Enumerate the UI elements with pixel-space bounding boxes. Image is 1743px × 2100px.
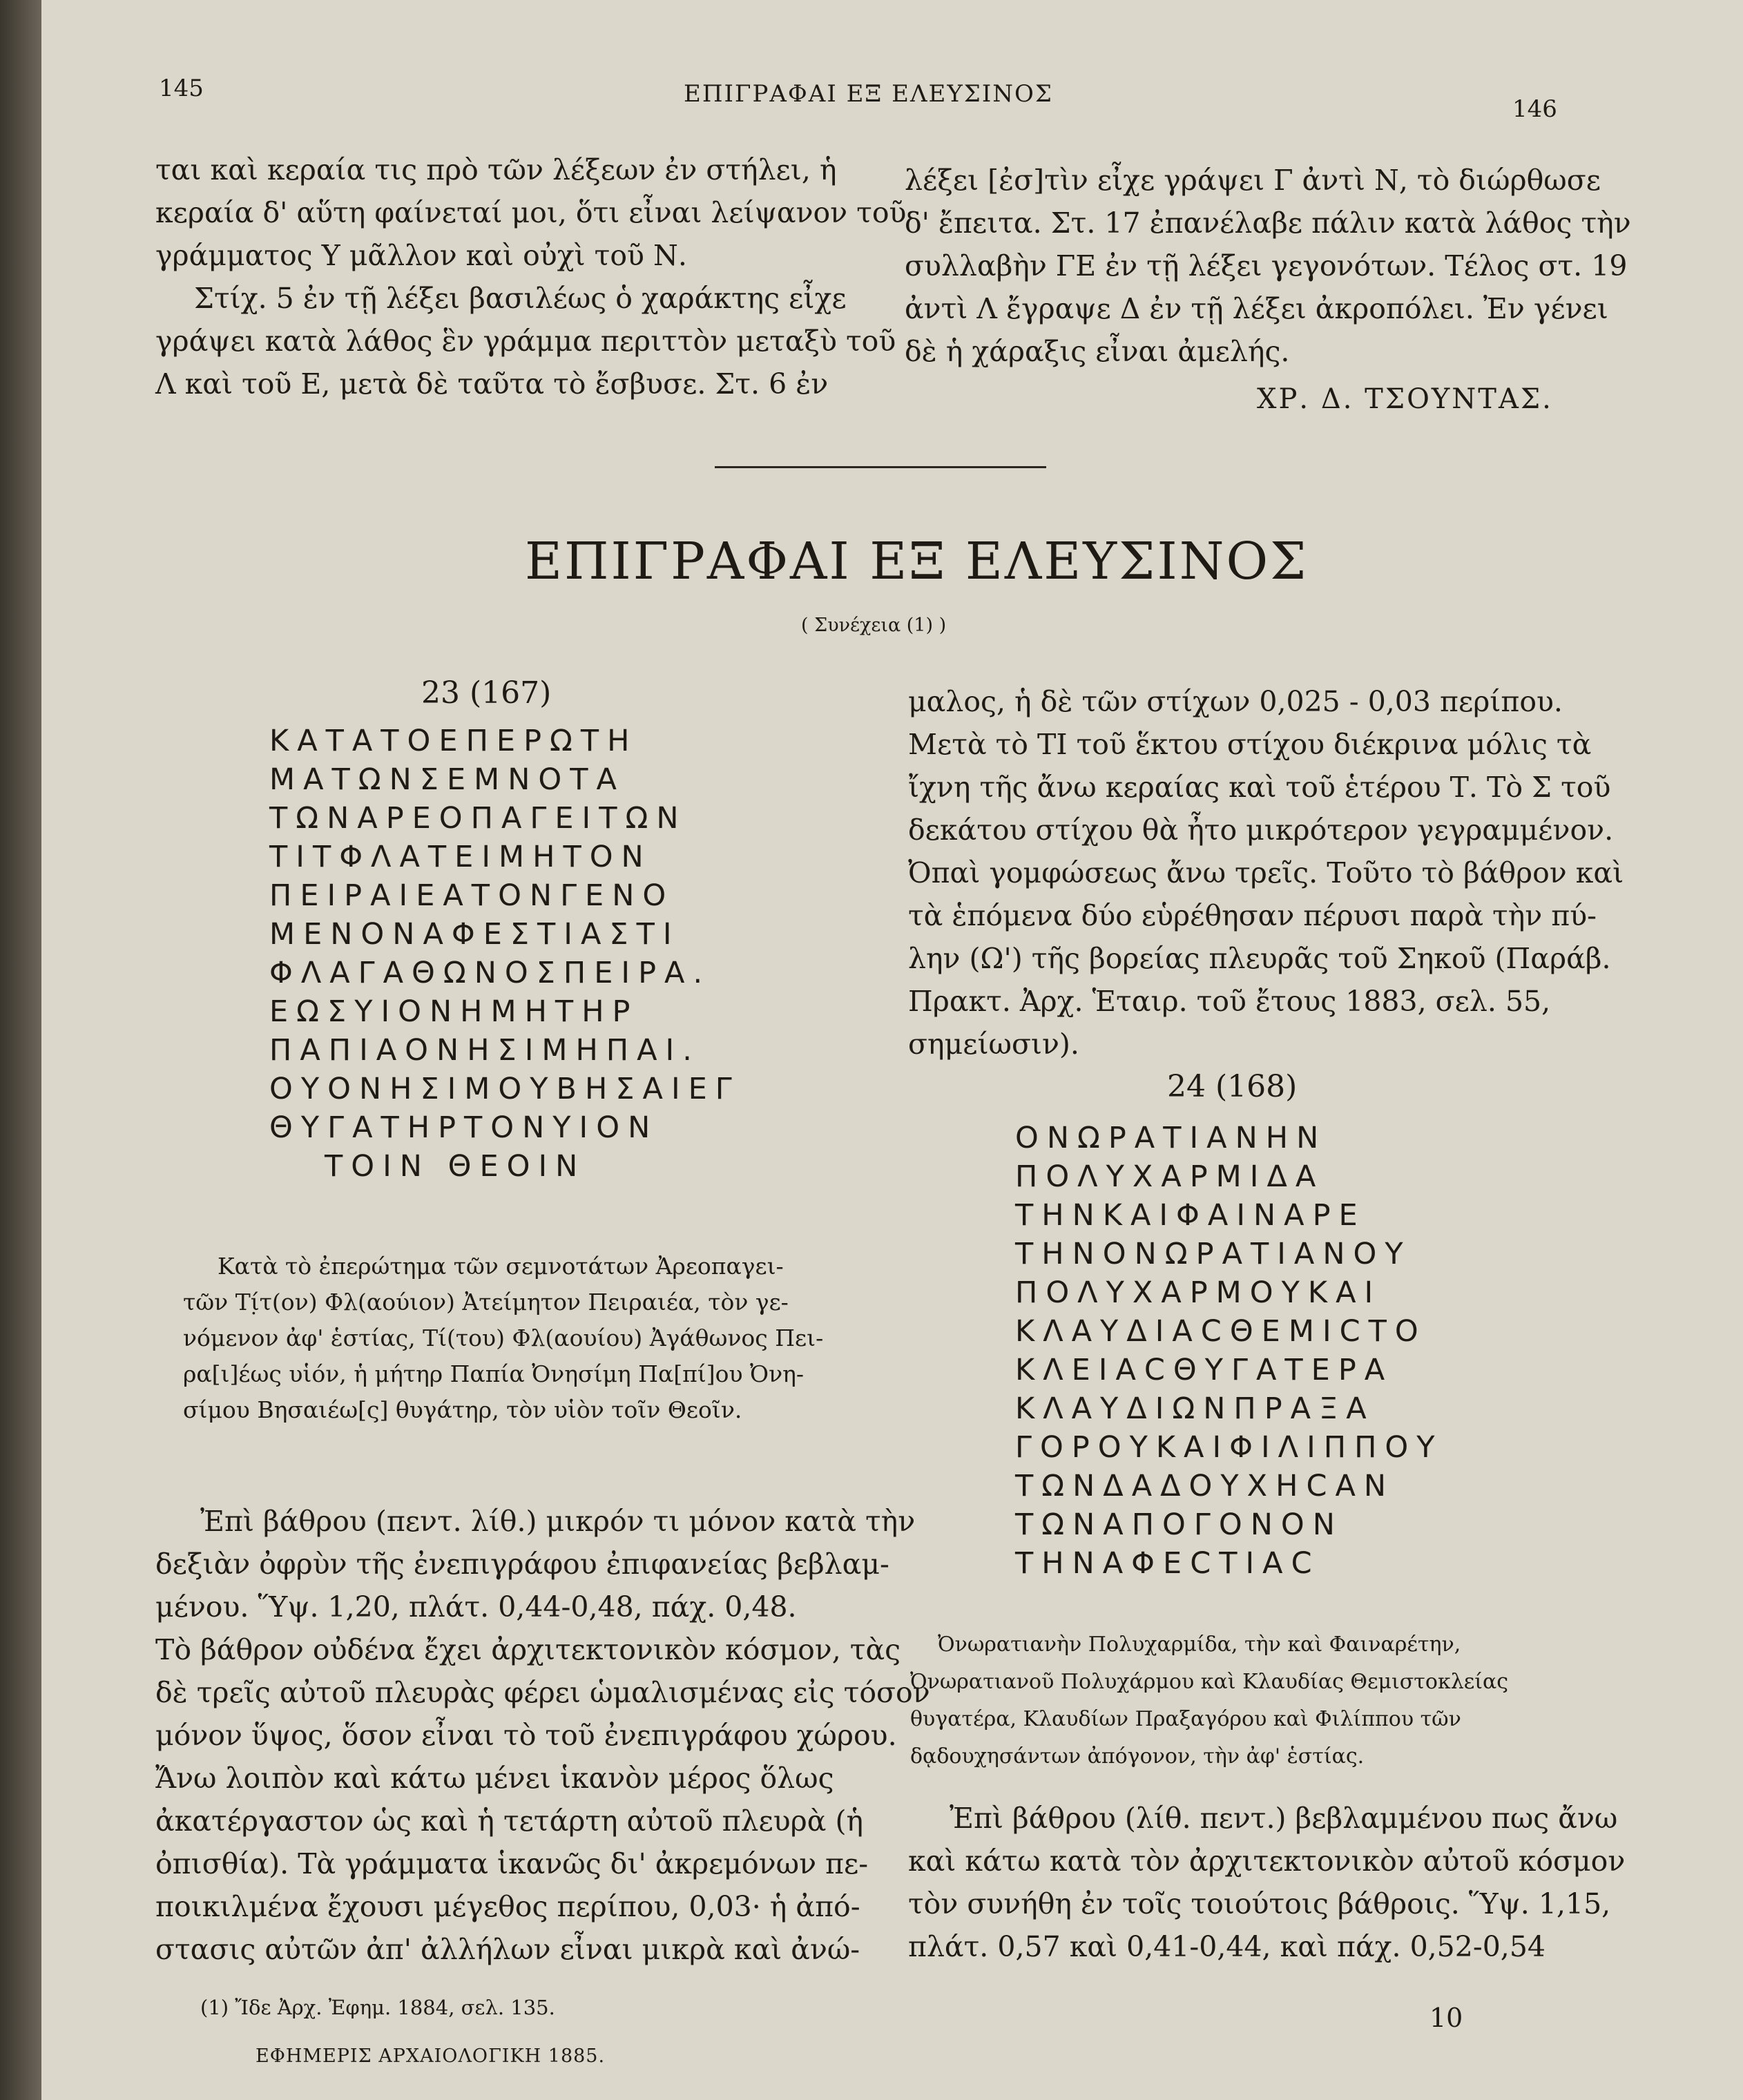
text-line: στασις αὐτῶν ἀπ' ἀλλήλων εἶναι μικρὰ καὶ ἀνώ- <box>155 1933 860 1966</box>
article-subtitle: ( Συνέχεια (1) ) <box>801 615 947 636</box>
text-line: σίμου Βησαιέω[ς] θυγάτηρ, τὸν υἱὸν τοῖν Θεοῖν. <box>183 1396 742 1423</box>
inscription-number: 23 (167) <box>421 675 552 711</box>
inscription-line: ΠΟΛΥΧΑΡΜΙΔΑ <box>1015 1159 1325 1194</box>
text-line: τῶν Τί̣τ(ον) Φλ(αούιον) Ἀτείμητον Πειραιέα, τὸν γε- <box>183 1289 789 1316</box>
inscription-line: ΘΥΓΑΤΗΡΤΟΝΥΙΟΝ <box>269 1110 659 1145</box>
inscription-line: ΕΩΣΥΙΟΝΗΜΗΤΗΡ <box>269 994 639 1029</box>
text-line: ἀντὶ Λ ἔγραψε Δ ἐν τῇ λέξει ἀκροπόλει. Ἐν γένει <box>905 292 1608 325</box>
inscription-line: ΚΛΑΥΔΙΩΝΠΡΑΞΑ <box>1015 1391 1375 1426</box>
text-line: κεραία δ' αὕτη φαίνεταί μοι, ὅτι εἶναι λείψανον τοῦ <box>155 196 907 229</box>
text-line: μένου. Ὕψ. 1,20, πλάτ. 0,44-0,48, πάχ. 0,48. <box>155 1590 797 1624</box>
text-line: ποικιλμένα ἔχουσι μέγεθος περίπου, 0,03· ἡ ἀπό- <box>155 1890 860 1923</box>
article-title: ΕΠΙΓΡΑΦΑΙ ΕΞ ΕΛΕΥΣΙΝΟΣ <box>525 532 1309 591</box>
left-main-paragraph <box>155 1500 930 1971</box>
text-line: Πρακτ. Ἀρχ. Ἑταιρ. τοῦ ἔτους 1883, σελ. 55, <box>908 985 1551 1018</box>
inscription-line: ΠΑΠΙΑΟΝΗΣΙΜΗΠΑΙ. <box>269 1033 700 1068</box>
text-line: ὀπισθία). Τὰ γράμματα ἱκανῶς δι' ἀκρεμόνων πε- <box>155 1847 869 1880</box>
text-line: Ἐπὶ βάθρου (πεντ. λίθ.) μικρόν τι μόνον κατὰ τὴν <box>200 1505 916 1538</box>
page-number-left: 145 <box>159 75 204 102</box>
text-line: ἀκατέργαστον ὡς καὶ ἡ τετάρτη αὐτοῦ πλευρὰ (ἡ <box>155 1804 864 1838</box>
text-line: ται καὶ κεραία τις πρὸ τῶν λέξεων ἐν στήλει, ἡ <box>155 153 837 186</box>
text-line: γράμματος Υ μᾶλλον καὶ οὐχὶ τοῦ Ν. <box>155 239 687 272</box>
inscription-line: ΤΙΤΦΛΑΤΕΙΜΗΤΟΝ <box>269 840 652 874</box>
text-line: δᾳδουχησάντων ἀπόγονον, τὴν ἀφ' ἑστίας. <box>910 1744 1365 1769</box>
inscription-line: ΤΩΝΑΡΕΟΠΑΓΕΙΤΩΝ <box>269 801 687 836</box>
text-line: λέξει [ἐσ]τὶν εἶχε γράψει Γ ἀντὶ Ν, τὸ διώρθωσε <box>905 164 1601 197</box>
transcription <box>183 1249 887 1428</box>
text-line: σημείωσιν). <box>908 1028 1079 1061</box>
text-line: δεκάτου στίχου θὰ ἦτο μικρότερον γεγραμμένον. <box>908 813 1614 847</box>
text-line: θυγατέρα, Κλαυδίων Πραξαγόρου καὶ Φιλίππου τῶν <box>910 1707 1461 1731</box>
inscription-line: ΤΗΝΑΦΕCΤΙΑC <box>1015 1546 1320 1581</box>
inscription-line: ΚΑΤΑΤΟΕΠΕΡΩΤΗ <box>269 724 638 758</box>
transcription <box>910 1626 1656 1775</box>
journal-footer: ΕΦΗΜΕΡΙΣ ΑΡΧΑΙΟΛΟΓΙΚΗ 1885. <box>256 2045 606 2067</box>
signature-mark: 10 <box>1429 2003 1463 2033</box>
text-line: τὸν συνήθη ἐν τοῖς τοιούτοις βάθροις. Ὕψ. 1,15, <box>908 1887 1611 1920</box>
text-line: μαλος, ἡ δὲ τῶν στίχων 0,025 - 0,03 περίπου. <box>908 685 1563 718</box>
text-line: λην (Ω') τῆς βορείας πλευρᾶς τοῦ Σηκοῦ (Παράβ. <box>908 942 1611 975</box>
text-line: Ὀνωρατιανοῦ Πολυχάρμου καὶ Κλαυδίας Θεμιστοκλείας <box>910 1670 1509 1694</box>
text-line: Ἐπὶ βάθρου (λίθ. πεντ.) βεβλαμμένου πως ἄνω <box>950 1802 1618 1835</box>
binding-gutter <box>0 0 41 2100</box>
text-line: Λ καὶ τοῦ Ε, μετὰ δὲ ταῦτα τὸ ἔσβυσε. Στ. 6 ἐν <box>155 367 829 401</box>
inscription-line: ΜΕΝΟΝΑΦΕΣΤΙΑΣΤΙ <box>269 917 680 952</box>
text-line: τὰ ἑπόμενα δύο εὑρέθησαν πέρυσι παρὰ τὴν πύ- <box>908 899 1597 932</box>
footnote: (1) Ἴδε Ἀρχ. Ἐφημ. 1884, σελ. 135. <box>200 1996 555 2019</box>
text-line: Ἄνω λοιπὸν καὶ κάτω μένει ἱκανὸν μέρος ὅλως <box>155 1762 834 1795</box>
inscription-line: ΤΩΝΑΠΟΓΟΝΟΝ <box>1015 1507 1343 1542</box>
text-line: ρα[ι]έως υἱόν, ἡ μήτηρ Παπία Ὀνησίμη Πα[πί]ου Ὀνη- <box>183 1360 805 1387</box>
right-final-paragraph <box>908 1797 1654 1968</box>
text-line: δὲ ἡ χάραξις εἶναι ἀμελής. <box>905 335 1290 368</box>
inscription-line: ΠΟΛΥΧΑΡΜΟΥΚΑΙ <box>1015 1275 1382 1310</box>
inscription-line: ΚΛΑΥΔΙΑCΘΕΜΙCΤΟ <box>1015 1314 1427 1349</box>
text-line: νόμενον ἀφ' ἑστίας, Τί(του) Φλ(αουίου) Ἀγάθωνος Πει- <box>183 1324 824 1351</box>
running-title: ΕΠΙΓΡΑΦΑΙ ΕΞ ΕΛΕΥΣΙΝΟΣ <box>684 80 1053 108</box>
author-signature: ΧΡ. Δ. ΤΣΟΥΝΤΑΣ. <box>1257 383 1553 415</box>
inscription-line: ΤΗΝΟΝΩΡΑΤΙΑΝΟΥ <box>1015 1237 1412 1271</box>
text-line: δὲ τρεῖς αὐτοῦ πλευρὰς φέρει ὡμαλισμένας εἰς τόσον <box>155 1676 930 1709</box>
inscription-line: ΤΗΝΚΑΙΦΑΙΝΑΡΕ <box>1015 1198 1366 1233</box>
inscription-line: ΜΑΤΩΝΣΕΜΝΟΤΑ <box>269 762 625 797</box>
top-left-paragraph <box>155 148 907 405</box>
page-number-right: 146 <box>1512 95 1557 123</box>
inscription-line: ΦΛΑΓΑΘΩΝΟΣΠΕΙΡΑ. <box>269 956 711 990</box>
text-line: Ὀνωρατιανὴν Πολυχαρμίδα, τὴν καὶ Φαιναρέτην, <box>938 1632 1461 1657</box>
inscription-line: ΤΟΙΝ ΘΕΟΙΝ <box>325 1149 586 1184</box>
inscription-text <box>269 722 740 1186</box>
text-line: πλάτ. 0,57 καὶ 0,41-0,44, καὶ πάχ. 0,52-0,54 <box>908 1930 1546 1963</box>
top-right-paragraph <box>905 159 1650 373</box>
inscription-line: ΠΕΙΡΑΙΕΑΤΟΝΓΕΝΟ <box>269 878 675 913</box>
inscription-line: ΤΩΝΔΑΔΟΥΧΗCΑΝ <box>1015 1469 1395 1503</box>
text-line: ἴχνη τῆς ἄνω κεραίας καὶ τοῦ ἑτέρου Τ. Τὸ Σ τοῦ <box>908 771 1611 804</box>
text-line: δ' ἔπειτα. Στ. 17 ἐπανέλαβε πάλιν κατὰ λάθος τὴν <box>905 206 1631 240</box>
text-line: Τὸ βάθρον οὐδένα ἔχει ἀρχιτεκτονικὸν κόσμον, τὰς <box>155 1633 901 1666</box>
text-line: Ὀπαὶ γομφώσεως ἄνω τρεῖς. Τοῦτο τὸ βάθρον καὶ <box>908 856 1624 889</box>
section-divider <box>715 466 1046 468</box>
text-line: καὶ κάτω κατὰ τὸν ἀρχιτεκτονικὸν αὐτοῦ κόσμον <box>908 1844 1626 1878</box>
inscription-text <box>1015 1119 1443 1583</box>
text-line: γράψει κατὰ λάθος ἓν γράμμα περιττὸν μεταξὺ τοῦ <box>155 325 896 358</box>
text-line: Στίχ. 5 ἐν τῇ λέξει βασιλέως ὁ χαράκτης εἶχε <box>194 282 847 315</box>
right-paragraph <box>908 680 1654 1066</box>
inscription-line: ΚΛΕΙΑCΘΥΓΑΤΕΡΑ <box>1015 1353 1394 1387</box>
text-line: συλλαβὴν ΓΕ ἐν τῇ λέξει γεγονότων. Τέλος στ. 19 <box>905 249 1628 282</box>
inscription-number: 24 (168) <box>1167 1069 1298 1104</box>
text-line: δεξιὰν ὀφρὺν τῆς ἐνεπιγράφου ἐπιφανείας βεβλαμ- <box>155 1548 889 1581</box>
text-line: Κατὰ τὸ ἐπερώτημα τῶν σεμνοτάτων Ἀρεοπαγει- <box>218 1253 784 1280</box>
text-line: μόνον ὕψος, ὅσον εἶναι τὸ τοῦ ἐνεπιγράφου χώρου. <box>155 1719 897 1752</box>
inscription-line: ΟΝΩΡΑΤΙΑΝΗΝ <box>1015 1121 1327 1155</box>
page <box>41 0 1743 2100</box>
inscription-line: ΟΥΟΝΗΣΙΜΟΥΒΗΣΑΙΕΓ <box>269 1072 740 1106</box>
text-line: Μετὰ τὸ ΤΙ τοῦ ἕκτου στίχου διέκρινα μόλις τὰ <box>908 728 1592 761</box>
inscription-line: ΓΟΡΟΥΚΑΙΦΙΛΙΠΠΟΥ <box>1015 1430 1443 1465</box>
